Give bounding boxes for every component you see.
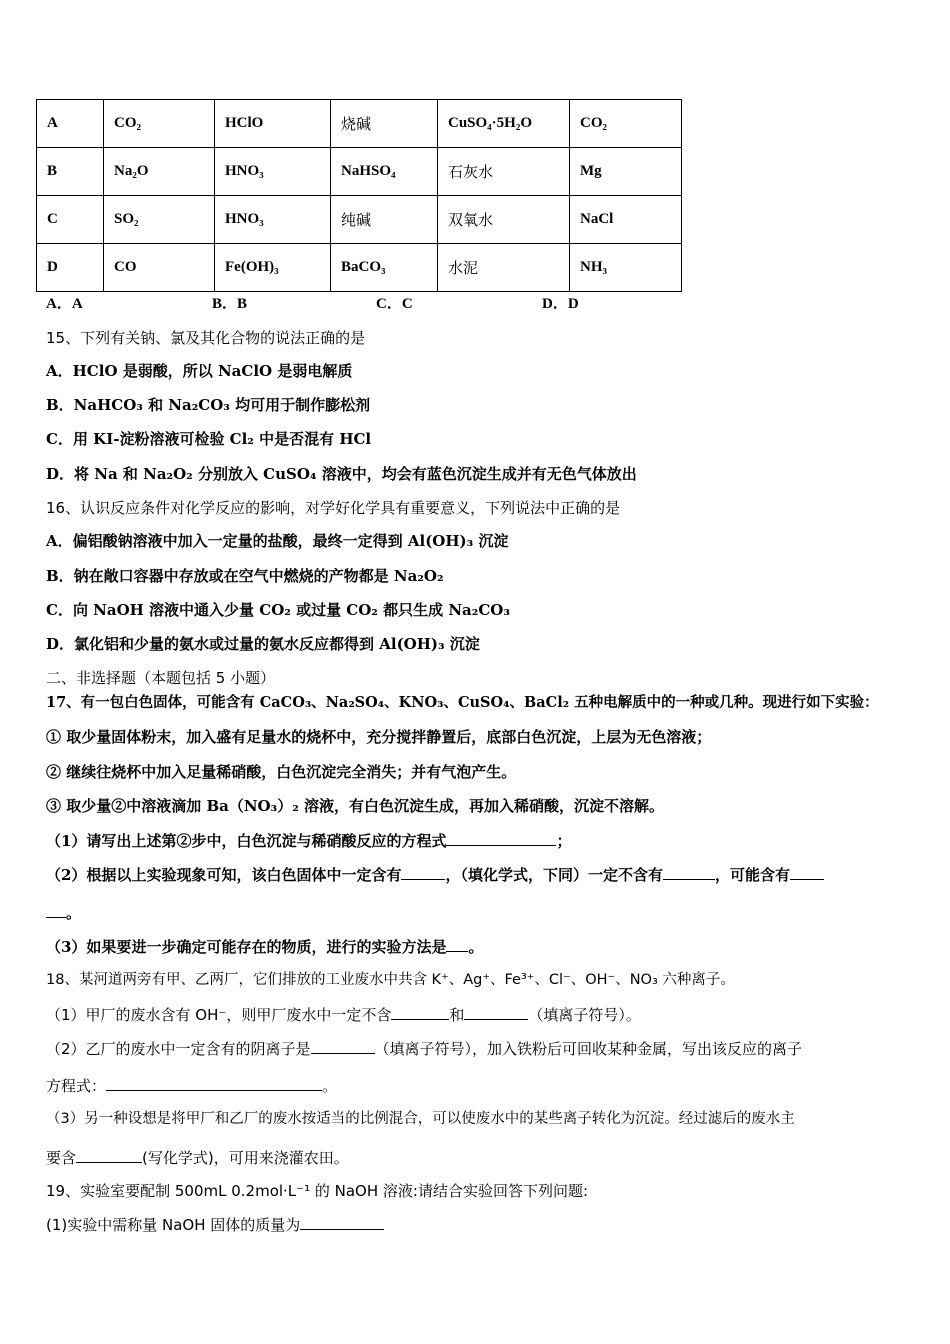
q17-stem: 17、有一包白色固体，可能含有 CaCO₃、Na₂SO₄、KNO₃、CuSO₄、BaCl₂ 五种电解质中的一种或几种。现进行如下实验：	[46, 694, 879, 711]
q14-option-d[interactable]: D．D	[542, 296, 579, 312]
q18-part-1	[46, 1004, 641, 1025]
q17-part-2-text-b: ，（填化学式，下同）一定不含有	[445, 866, 663, 884]
q17-part-1-text: （1）请写出上述第②步中，白色沉淀与稀硝酸反应的方程式	[46, 832, 447, 850]
options-table-cell-c4: 水泥	[438, 244, 570, 292]
q17-part-1	[46, 830, 571, 851]
q18-answer-blank-1[interactable]	[391, 1004, 449, 1020]
q14-answer-options	[46, 294, 646, 314]
options-table-cell-label: C	[37, 196, 104, 244]
q15-option-c[interactable]: C．用 KI-淀粉溶液可检验 Cl₂ 中是否混有 HCl	[46, 430, 372, 448]
q18-answer-blank-2[interactable]	[464, 1004, 528, 1020]
options-table-row	[37, 196, 682, 244]
options-table-cell-c1: Na₂O	[104, 148, 215, 196]
q17-part-3-end: 。	[468, 938, 484, 956]
q17-answer-blank-1[interactable]	[446, 830, 556, 846]
q16-option-c[interactable]: C．向 NaOH 溶液中通入少量 CO₂ 或过量 CO₂ 都只生成 Na₂CO₃	[46, 601, 510, 619]
options-table	[36, 99, 682, 292]
q16-stem: 16、认识反应条件对化学反应的影响，对学好化学具有重要意义，下列说法中正确的是	[46, 499, 621, 517]
options-table-cell-c1: CO	[104, 244, 215, 292]
q17-answer-blank-2[interactable]	[401, 864, 445, 880]
options-table-cell-c3: NaHSO₄	[331, 148, 438, 196]
options-table-row	[37, 100, 682, 148]
q18-answer-blank-5[interactable]	[76, 1147, 142, 1163]
q18-part-2-end: 。	[322, 1077, 338, 1095]
options-table-cell-c4: 石灰水	[438, 148, 570, 196]
q15-option-d[interactable]: D．将 Na 和 Na₂O₂ 分别放入 CuSO₄ 溶液中，均会有蓝色沉淀生成并有无色气体放出	[46, 465, 637, 483]
options-table-cell-label: A	[37, 100, 104, 148]
options-table-cell-c1: SO₂	[104, 196, 215, 244]
q17-step-2: ② 继续往烧杯中加入足量稀硝酸，白色沉淀完全消失；并有气泡产生。	[46, 763, 517, 781]
options-table-cell-c5: NH₃	[570, 244, 682, 292]
q19-part-1-text: (1)实验中需称量 NaOH 固体的质量为	[46, 1216, 301, 1234]
q17-part-3	[46, 936, 483, 957]
options-table-cell-label: B	[37, 148, 104, 196]
options-table-cell-c2: HNO₃	[215, 196, 331, 244]
options-table-cell-c3: 纯碱	[331, 196, 438, 244]
q19-stem: 19、实验室要配制 500mL 0.2mol·L⁻¹ 的 NaOH 溶液:请结合实验回答下列问题:	[46, 1182, 589, 1200]
section-heading: 二、非选择题（本题包括 5 小题）	[46, 669, 276, 687]
q17-answer-blank-5[interactable]	[446, 936, 468, 952]
options-table-cell-c5: Mg	[570, 148, 682, 196]
q18-part-3: （3）另一种设想是将甲厂和乙厂的废水按适当的比例混合，可以使废水中的某些离子转化为沉淀。经过滤后的废水主	[46, 1111, 795, 1127]
options-table-cell-c4: CuSO₄·5H₂O	[438, 100, 570, 148]
q18-part-1-text-b: 和	[449, 1006, 465, 1024]
q18-part-3-cont	[46, 1147, 349, 1168]
options-table-row	[37, 148, 682, 196]
q18-part-3-text-c: (写化学式)，可用来浇灌农田。	[142, 1149, 349, 1167]
options-table-cell-label: D	[37, 244, 104, 292]
q18-part-2	[46, 1038, 802, 1059]
q18-part-3-text-b: 要含	[46, 1149, 77, 1167]
q17-answer-blank-4-cont[interactable]	[46, 902, 66, 918]
q18-part-2-text-b: （填离子符号），加入铁粉后可回收某种金属，写出该反应的离子	[374, 1040, 803, 1058]
q17-part-3-text: （3）如果要进一步确定可能存在的物质，进行的实验方法是	[46, 938, 447, 956]
q19-part-1	[46, 1214, 384, 1235]
options-table-cell-c5: NaCl	[570, 196, 682, 244]
q17-part-2-text-c: ，可能含有	[714, 866, 790, 884]
q17-answer-blank-3[interactable]	[663, 864, 715, 880]
q14-option-a[interactable]: A．A	[46, 296, 83, 312]
options-table-cell-c2: HClO	[215, 100, 331, 148]
q18-answer-blank-3[interactable]	[311, 1038, 375, 1054]
q15-stem: 15、下列有关钠、氯及其化合物的说法正确的是	[46, 329, 366, 347]
q18-answer-blank-4[interactable]	[106, 1075, 322, 1091]
q18-stem: 18、某河道两旁有甲、乙两厂，它们排放的工业废水中共含 K⁺、Ag⁺、Fe³⁺、Cl⁻、OH⁻、NO₃ 六种离子。	[46, 972, 735, 988]
q18-part-2-text-a: （2）乙厂的废水中一定含有的阴离子是	[46, 1040, 311, 1058]
q17-part-1-end: ；	[556, 832, 572, 850]
q18-part-1-text-a: （1）甲厂的废水含有 OH⁻，则甲厂废水中一定不含	[46, 1006, 392, 1024]
options-table-row	[37, 244, 682, 292]
options-table-cell-c4: 双氧水	[438, 196, 570, 244]
q17-part-2	[46, 864, 824, 885]
q16-option-d[interactable]: D．氯化铝和少量的氨水或过量的氨水反应都得到 Al(OH)₃ 沉淀	[46, 635, 480, 653]
options-table-cell-c2: Fe(OH)₃	[215, 244, 331, 292]
options-table-cell-c3: BaCO₃	[331, 244, 438, 292]
q17-step-3: ③ 取少量②中溶液滴加 Ba（NO₃）₂ 溶液，有白色沉淀生成，再加入稀硝酸，沉淀不溶解。	[46, 797, 664, 815]
q14-option-c[interactable]: C．C	[376, 296, 413, 312]
q17-answer-blank-4[interactable]	[790, 864, 824, 880]
q18-part-2-text-c: 方程式：	[46, 1077, 107, 1095]
q19-answer-blank-1[interactable]	[300, 1214, 384, 1230]
q15-option-b[interactable]: B．NaHCO₃ 和 Na₂CO₃ 均可用于制作膨松剂	[46, 396, 371, 414]
q16-option-b[interactable]: B．钠在敞口容器中存放或在空气中燃烧的产物都是 Na₂O₂	[46, 567, 444, 585]
q18-part-2-cont	[46, 1075, 337, 1096]
options-table-cell-c1: CO₂	[104, 100, 215, 148]
options-table-cell-c5: CO₂	[570, 100, 682, 148]
options-table-cell-c3: 烧碱	[331, 100, 438, 148]
q18-part-1-text-c: （填离子符号）。	[528, 1006, 641, 1024]
q17-part-2-end: 。	[66, 904, 82, 922]
q17-step-1: ① 取少量固体粉末，加入盛有足量水的烧杯中，充分搅拌静置后，底部白色沉淀，上层为无色溶液；	[46, 728, 712, 746]
q17-part-2-text-a: （2）根据以上实验现象可知，该白色固体中一定含有	[46, 866, 402, 884]
options-table-cell-c2: HNO₃	[215, 148, 331, 196]
q17-part-2-cont	[46, 902, 81, 923]
q14-option-b[interactable]: B．B	[212, 296, 248, 312]
q15-option-a[interactable]: A．HClO 是弱酸，所以 NaClO 是弱电解质	[46, 362, 353, 380]
q16-option-a[interactable]: A．偏铝酸钠溶液中加入一定量的盐酸，最终一定得到 Al(OH)₃ 沉淀	[46, 532, 509, 550]
